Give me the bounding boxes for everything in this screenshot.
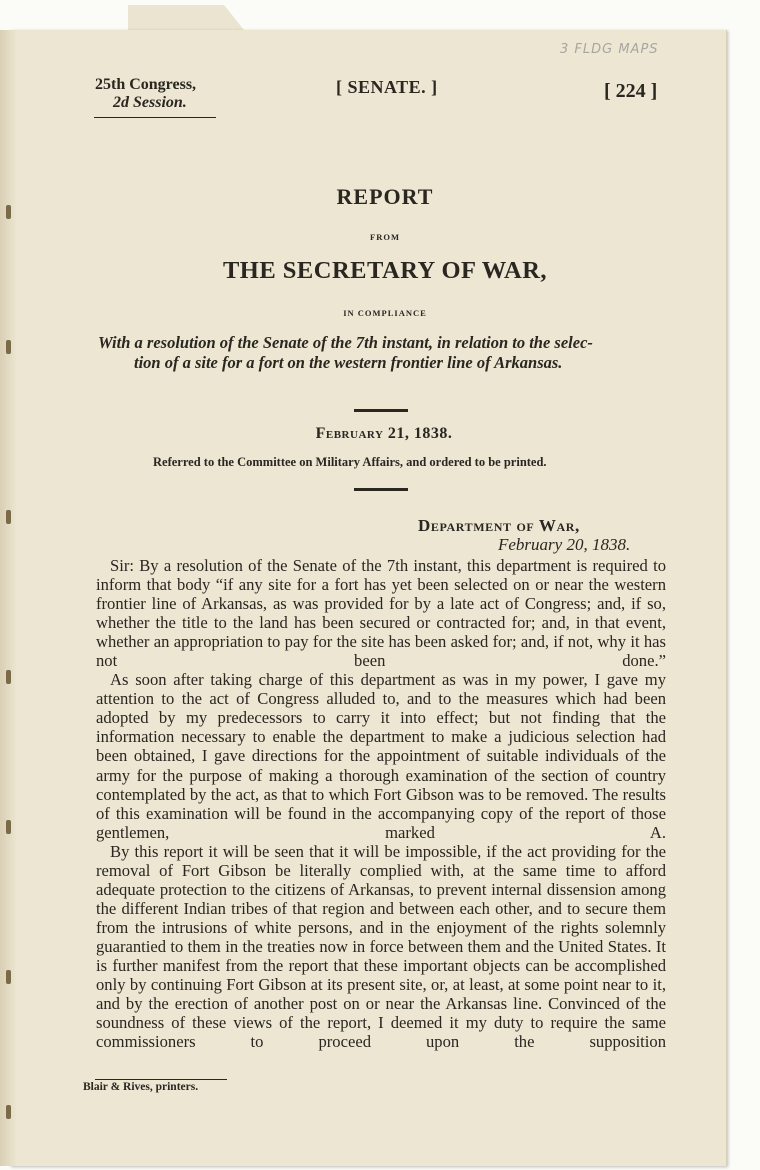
- document-number: [ 224 ]: [604, 80, 658, 102]
- printers-credit: Blair & Rives, printers.: [83, 1081, 199, 1093]
- compliance-label: IN COMPLIANCE: [343, 308, 427, 318]
- stitch-mark: [6, 510, 11, 524]
- stitch-mark: [6, 1105, 11, 1119]
- pencil-note: 3 FLDG MAPS: [560, 42, 659, 57]
- letter-body: [96, 556, 666, 1051]
- secretary-heading: THE SECRETARY OF WAR,: [222, 257, 548, 284]
- resolution-line-2: tion of a site for a fort on the western frontier line of Arkansas.: [134, 353, 563, 372]
- letter-date: February 20, 1838.: [498, 535, 631, 554]
- session-label: 2d Session.: [113, 94, 187, 111]
- stitch-mark: [6, 820, 11, 834]
- paragraph: By this report it will be seen that it will be impossible, if the act providing for the removal of Fort Gibson be literally complied with, at the same time to afford adequate protection to the citizens of Arkansas, to prevent internal dissension among the different Indian tribes of that region and between each other, and to secure them from the intrusions of white persons, and in the enjoyment of the rights solemnly guarantied to them in the treaties now in force between them and the United States. It is further manifest from the report that these important objects can be accomplished only by continuing Fort Gibson at its present site, or, at least, at some point near to it, and by the erection of another post on or near the Arkansas line. Convinced of the soundness of these views of the report, I deemed it my duty to require the same commissioners to proceed upon the supposition: [96, 841, 666, 1052]
- referral-note: Referred to the Committee on Military Affairs, and ordered to be printed.: [153, 455, 547, 469]
- header-underline: [94, 117, 216, 118]
- divider-rule: [354, 409, 408, 412]
- paragraph: As soon after taking charge of this department as was in my power, I gave my attention to the act of Congress alluded to, and to the measures which had been adopted by my predecessors to carry it into effect; but not finding that the information necessary to enable the department to make a judicious selection had been obtained, I gave directions for the appointment of suitable individuals of the army for the purpose of making a thorough examination of the section of country contemplated by the act, as that to which Fort Gibson was to be removed. The results of this examination will be found in the accompanying copy of the report of those gentlemen, marked A.: [96, 670, 666, 842]
- from-label: FROM: [370, 232, 400, 242]
- congress-label: 25th Congress,: [95, 76, 197, 93]
- report-heading: REPORT: [336, 184, 434, 209]
- department-label: Department of War,: [418, 516, 580, 535]
- paragraph: Sir: By a resolution of the Senate of the 7th instant, this department is required to inform that body “if any site for a fort has yet been selected on or near the western frontier line of Arkansas, as was provided for by a late act of Congress; and, if so, whether the title to the land has been secured or contracted for; and, in that event, whether an appropriation to pay for the site has been asked for; and, if not, why it has not been done.”: [96, 556, 666, 671]
- divider-rule: [354, 488, 408, 491]
- footer-rule: [95, 1079, 227, 1080]
- resolution-line-1: With a resolution of the Senate of the 7th instant, in relation to the selec-: [98, 333, 593, 352]
- stitch-mark: [6, 970, 11, 984]
- chamber-label: [ SENATE. ]: [336, 77, 438, 97]
- stitch-mark: [6, 670, 11, 684]
- dateline-date: February 21, 1838.: [315, 425, 453, 442]
- stitch-mark: [6, 340, 11, 354]
